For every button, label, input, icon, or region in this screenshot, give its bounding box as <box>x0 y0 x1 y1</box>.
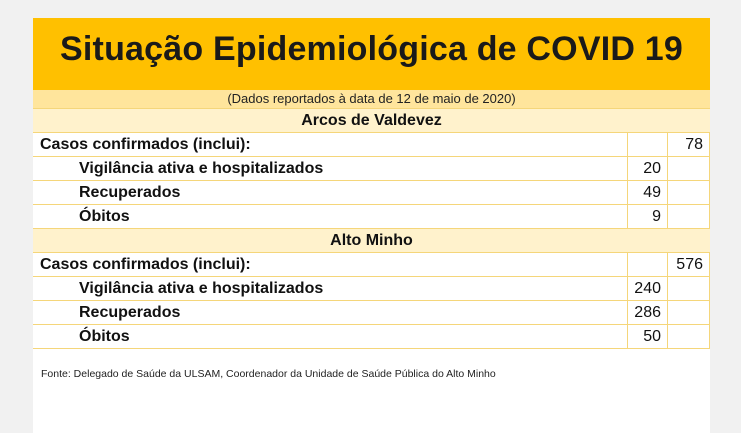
confirmed-label: Casos confirmados (inclui): <box>40 256 251 273</box>
row-value: 9 <box>627 205 667 229</box>
table-row <box>33 325 710 349</box>
table-row <box>33 181 710 205</box>
row-value: 240 <box>627 277 667 301</box>
row-label: Óbitos <box>79 208 130 225</box>
empty-cell <box>667 277 710 301</box>
document-sheet <box>33 18 710 433</box>
row-value: 286 <box>627 301 667 325</box>
empty-cell <box>667 181 710 205</box>
row-label: Vigilância ativa e hospitalizados <box>79 280 324 297</box>
source-footnote: Fonte: Delegado de Saúde da ULSAM, Coordenador da Unidade de Saúde Pública do Alto Minho <box>41 368 496 380</box>
page-title: Situação Epidemiológica de COVID 19 <box>60 30 683 68</box>
row-label: Vigilância ativa e hospitalizados <box>79 160 324 177</box>
row-label: Recuperados <box>79 304 181 321</box>
confirmed-total: 78 <box>667 133 710 157</box>
report-date-subtitle: (Dados reportados à data de 12 de maio de 2020) <box>33 90 710 108</box>
empty-cell <box>667 301 710 325</box>
row-label: Recuperados <box>79 184 181 201</box>
empty-cell <box>667 157 710 181</box>
table-row-confirmed <box>33 133 710 157</box>
row-value: 20 <box>627 157 667 181</box>
table-row-confirmed <box>33 253 710 277</box>
row-value: 50 <box>627 325 667 349</box>
row-label: Óbitos <box>79 328 130 345</box>
empty-cell <box>627 253 667 277</box>
table-row <box>33 205 710 229</box>
table-row <box>33 301 710 325</box>
table-row <box>33 277 710 301</box>
row-value: 49 <box>627 181 667 205</box>
epidemiological-table <box>33 108 710 349</box>
empty-cell <box>627 133 667 157</box>
confirmed-label: Casos confirmados (inclui): <box>40 136 251 153</box>
section-header-arcos-de-valdevez: Arcos de Valdevez <box>33 109 710 133</box>
confirmed-total: 576 <box>667 253 710 277</box>
empty-cell <box>667 325 710 349</box>
empty-cell <box>667 205 710 229</box>
section-header-alto-minho: Alto Minho <box>33 229 710 253</box>
table-row <box>33 157 710 181</box>
